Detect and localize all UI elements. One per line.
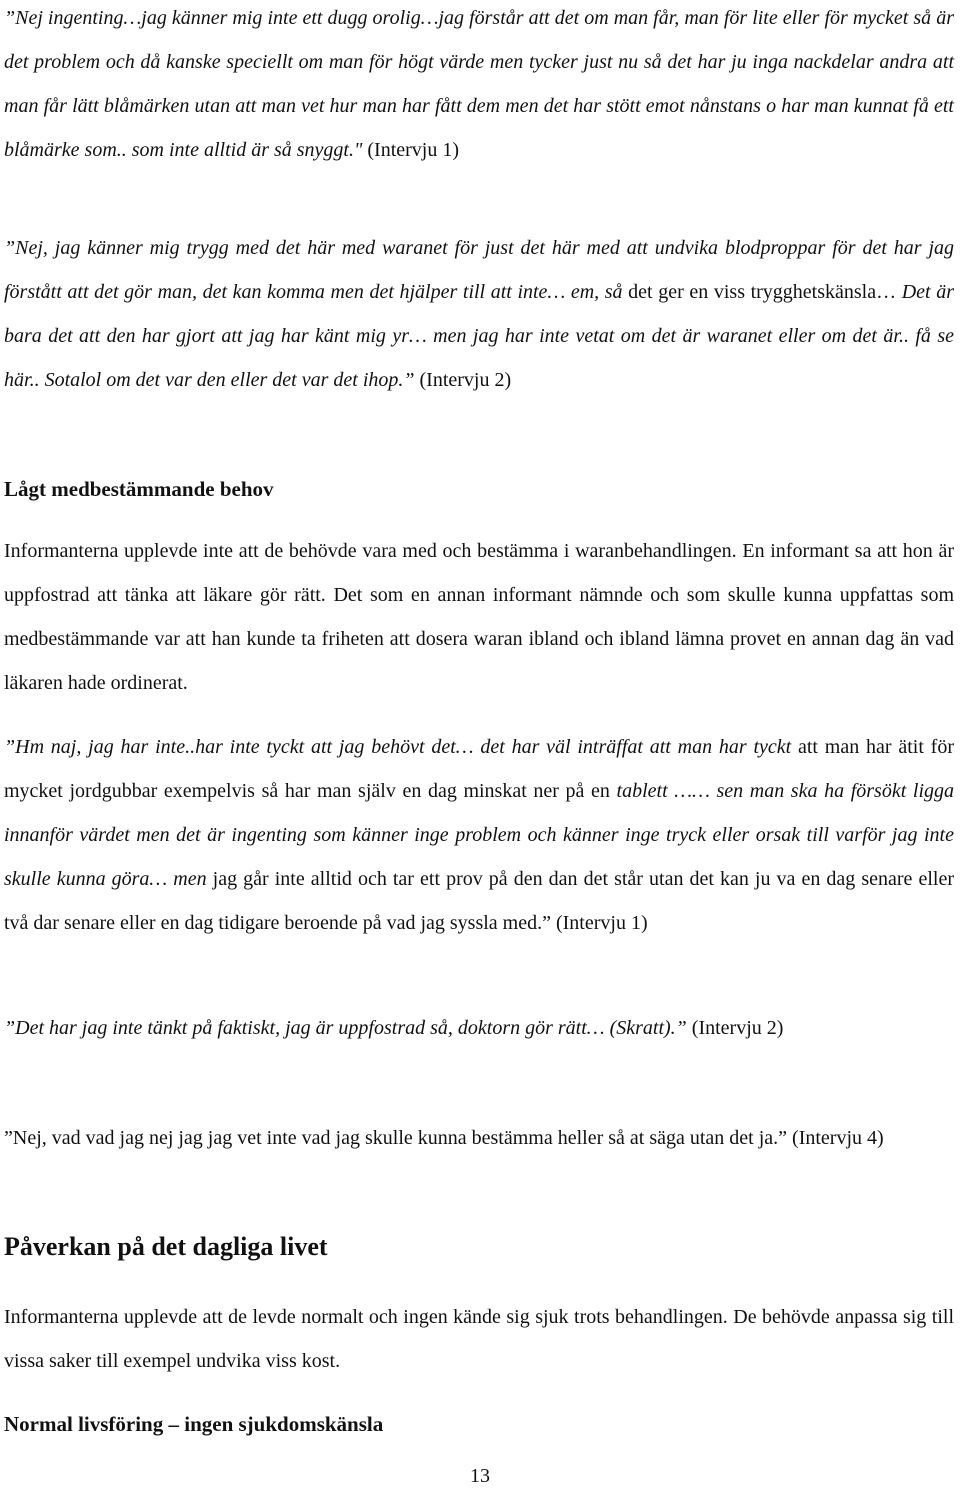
quote-reference: (Intervju 2) — [414, 369, 512, 391]
quote-text-normal-2: jag går inte alltid och tar ett prov på den dan det står utan det kan ju va en dag senare eller två dar senare eller en dag tidigare beroende på vad jag syssla med.” — [4, 868, 954, 934]
section-heading-daily-life: Påverkan på det dagliga livet — [4, 1232, 328, 1261]
paragraph-low-participation: Informanterna upplevde inte att de behövde vara med och bestämma i waranbehandlingen. En informant sa att hon är uppfostrad att tänka att läkare gör rätt. Det som en annan informant nämnde och som skulle kunna uppfattas som medbestämmande var att han kunde ta friheten att dosera waran ibland och ibland lämna provet en annan dag än vad läkaren hade ordinerat. — [4, 540, 954, 694]
quote-reference: (Intervju 4) — [787, 1127, 884, 1149]
quote-interview-4 — [4, 1116, 954, 1160]
quote-text-normal-1: att man har ätit för mycket jordgubbar exempelvis så har man själv en dag minskat ner på en — [4, 736, 954, 802]
quote-text: ”Nej, vad vad jag nej jag jag vet inte vad jag skulle kunna bestämma heller så at säga utan det ja.” — [4, 1127, 788, 1149]
section-heading-normal-life: Normal livsföring – ingen sjukdomskänsla — [4, 1412, 384, 1436]
quote-reference: (Intervju 2) — [686, 1017, 784, 1039]
quote-reference: (Intervju 1) — [362, 139, 460, 161]
paragraph-daily-life: Informanterna upplevde att de levde normalt och ingen kände sig sjuk trots behandlingen. De behövde anpassa sig till vissa saker till exempel undvika viss kost. — [4, 1306, 954, 1372]
quote-text-part1: ”Nej, jag känner mig trygg med det här med waranet för just det här med att undvika blodproppar för det har jag förstått att det gör man, det kan komma men det hjälper till att inte… — [4, 237, 954, 303]
quote-interview-2b — [4, 1006, 954, 1050]
quote-interview-2 — [4, 226, 954, 402]
quote-text: ”Nej ingenting…jag känner mig inte ett dugg orolig…jag förstår att det om man får, man för lite eller för mycket så är det problem och då kanske speciellt om man för högt värde men tycker just nu så det har ju inga nackdelar andra att man får lätt blåmärken utan att man vet hur man har fått dem men det har stött emot nånstans o har man kunnat få ett blåmärke som.. som inte alltid är så snyggt." — [4, 7, 954, 161]
quote-text-part4: Det är bara det att den har gjort att jag har känt mig yr… men jag har inte vetat om det är waranet eller om det är.. få se här.. Sotalol om det var den eller det var det ihop.” — [4, 281, 955, 391]
quote-interview-1 — [4, 0, 954, 172]
quote-text-part3: det ger en viss trygghetskänsla… — [622, 281, 897, 303]
quote-text: ”Det har jag inte tänkt på faktiskt, jag är uppfostrad så, doktorn gör rätt… (Skratt).” — [4, 1017, 687, 1039]
quote-text-italic-2: tablett …… sen man ska ha försökt ligga innanför värdet men det är ingenting som känner inge problem och känner inge tryck eller orsak till varför jag inte skulle kunna göra… men — [4, 780, 955, 890]
quote-text-italic-1: ”Hm naj, jag har inte..har inte tyckt att jag behövt det… det har väl inträffat att man har tyckt — [4, 736, 792, 758]
quote-reference: (Intervju 1) — [550, 912, 648, 934]
quote-interview-1b — [4, 725, 954, 945]
quote-text-part2: em, så — [565, 281, 623, 303]
section-heading-low-participation: Lågt medbestämmande behov — [4, 477, 274, 501]
page-number: 13 — [470, 1465, 490, 1487]
